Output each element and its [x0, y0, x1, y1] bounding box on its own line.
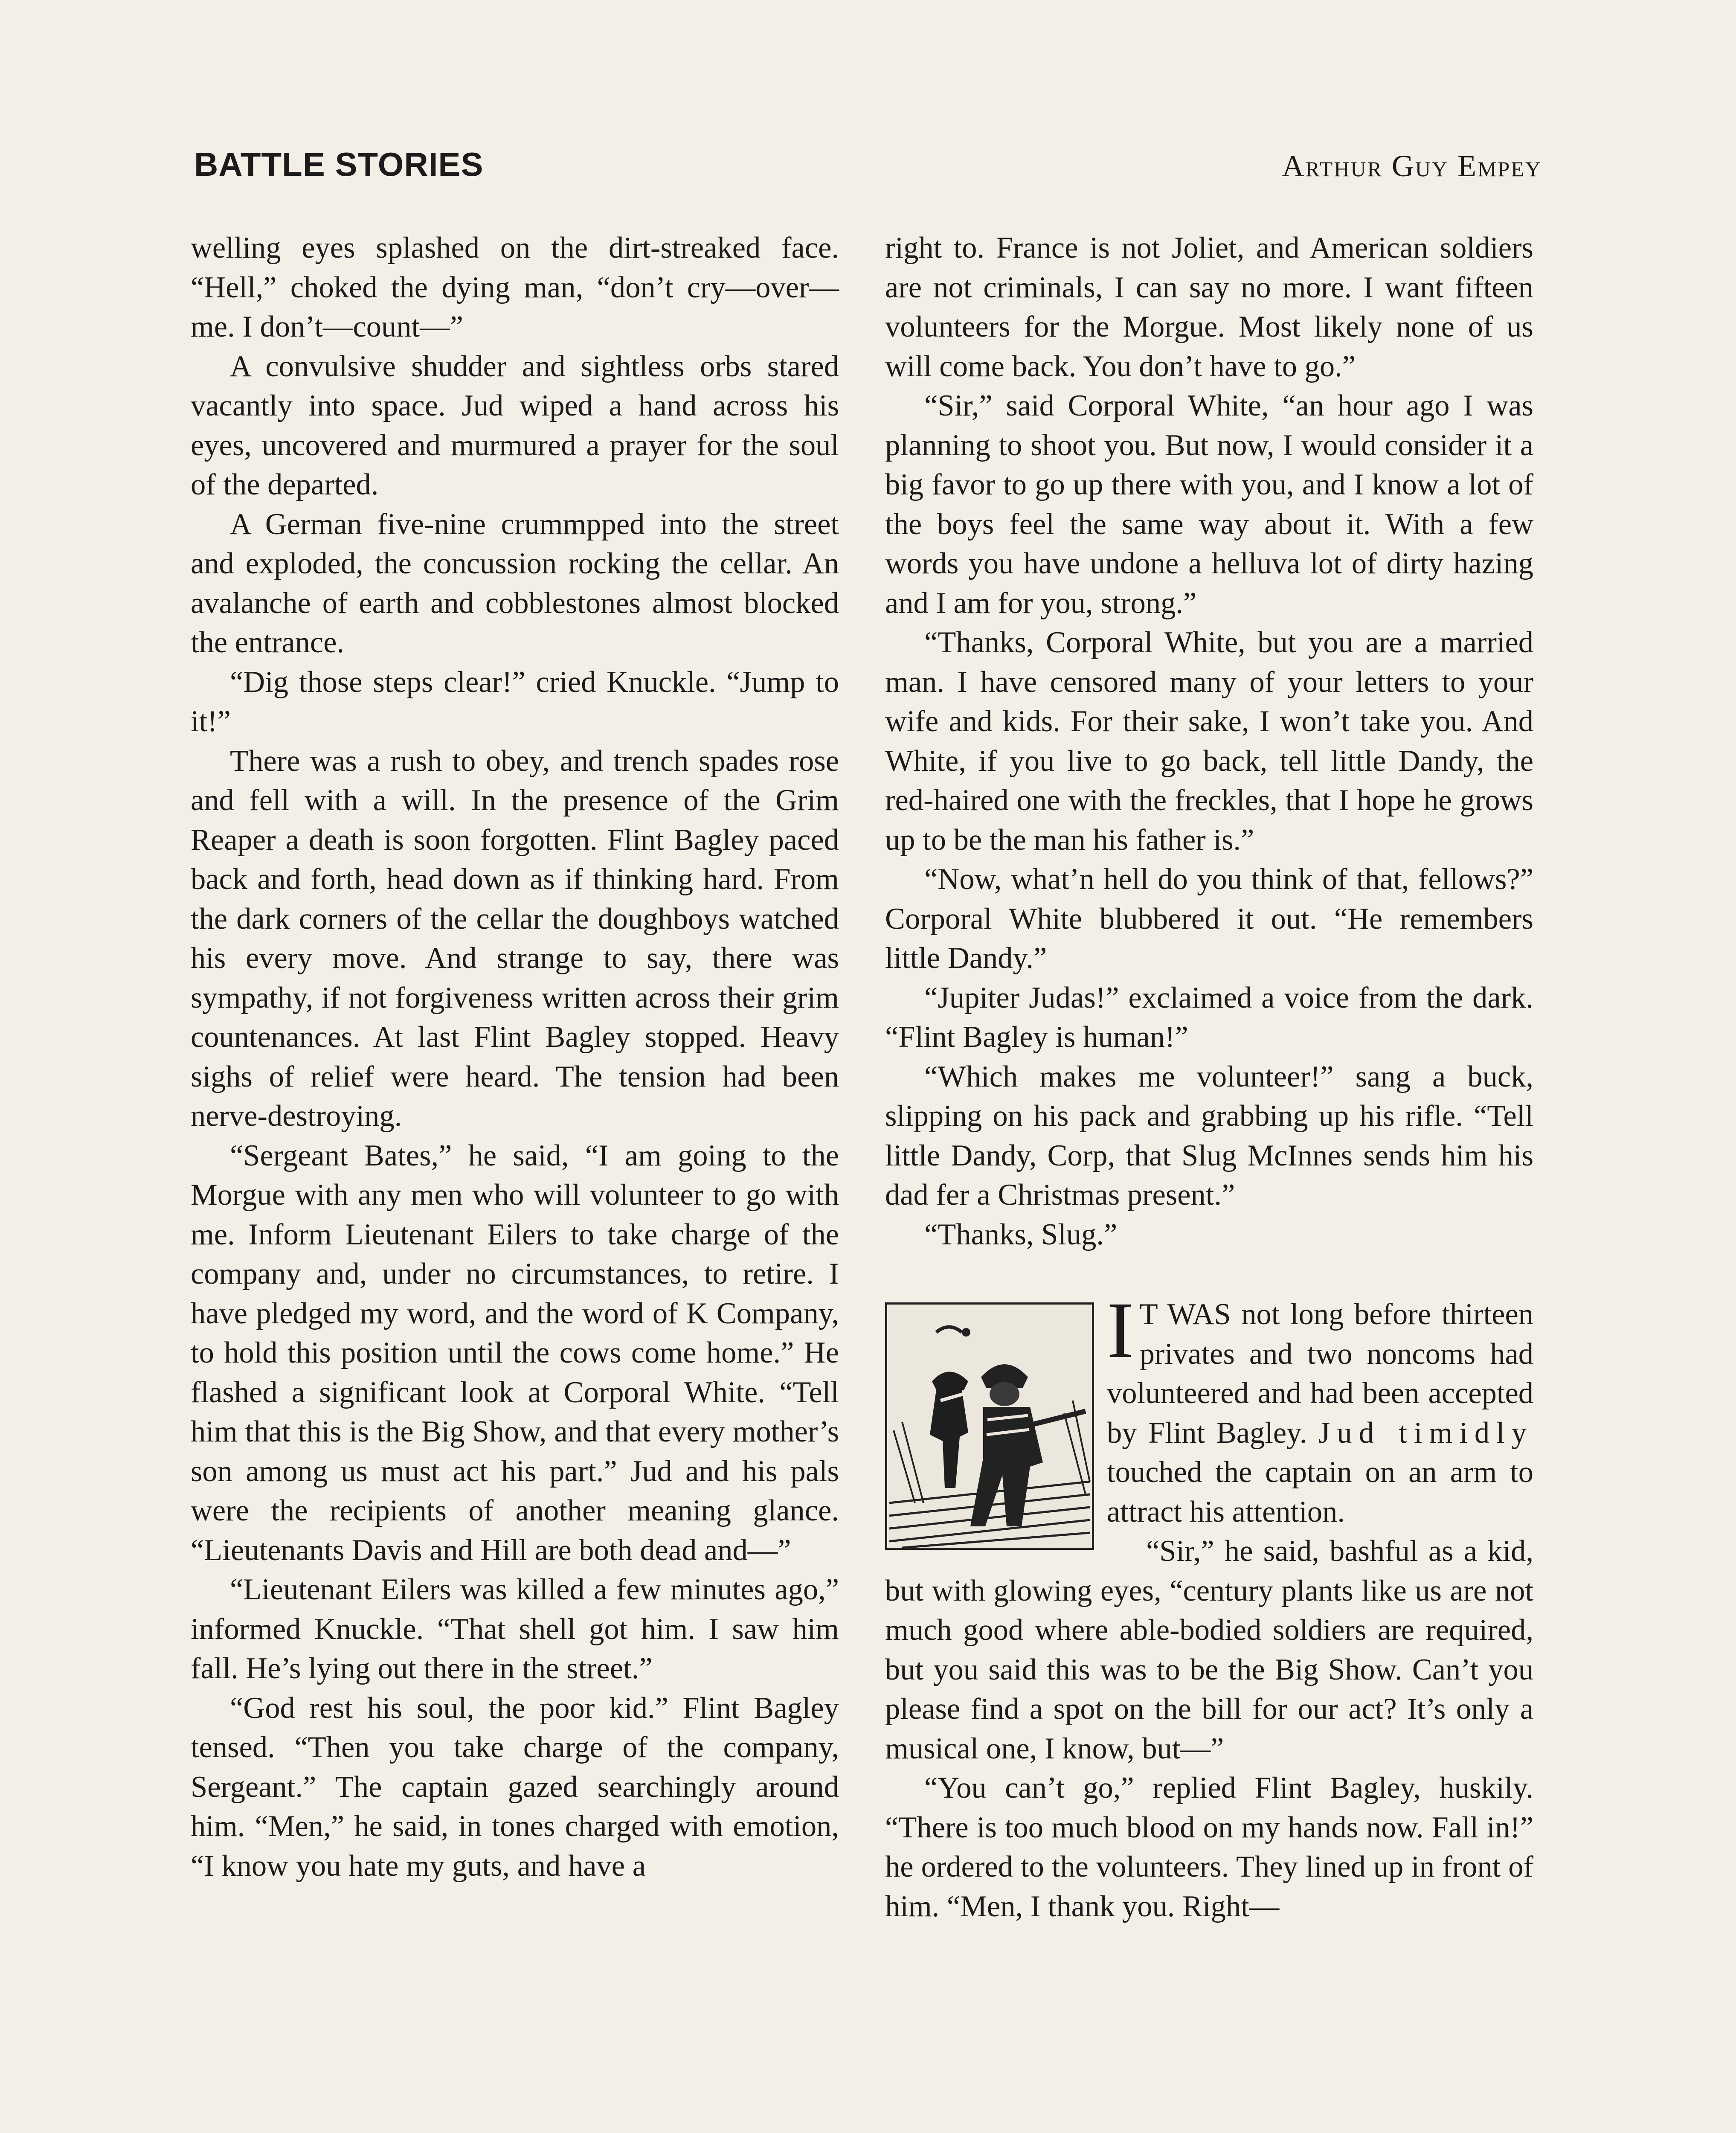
- paragraph: “Sir,” said Corporal White, “an hour ago I was planning to shoot you. But now, I would consider it a big favor to go up there with you, and I know a lot of the boys feel the same way about it. With a few words you have undone a helluva lot of dirty hazing and I am for you, strong.”: [885, 389, 1533, 620]
- soldiers-woodcut-icon: [885, 1302, 1094, 1550]
- right-column: [885, 228, 1533, 1926]
- paragraph: right to. France is not Joliet, and American soldiers are not criminals, I can say no more. I want fifteen volunteers for the Morgue. Most likely none of us will come back. You don’t have to go.”: [885, 231, 1533, 383]
- paragraph: “You can’t go,” replied Flint Bagley, huskily. “There is too much blood on my hands now. Fall in!” he ordered to the volunteers. They lined up in front of him. “Men, I thank you. Right—: [885, 1771, 1533, 1923]
- author-name: Arthur Guy Empey: [1282, 149, 1542, 183]
- paragraph: A German five-nine crummpped into the street and exploded, the concussion rocking the cellar. An avalanche of earth and cobblestones almost blocked the entrance.: [191, 507, 839, 659]
- running-title: BATTLE STORIES: [194, 145, 484, 183]
- paragraph: “Thanks, Slug.”: [924, 1218, 1118, 1251]
- paragraph: “Which makes me volunteer!” sang a buck, slipping on his pack and grabbing up his rifle. “Tell little Dandy, Corp, that Slug McInnes sends him his dad fer a Christmas present.”: [885, 1060, 1533, 1212]
- paragraph: “God rest his soul, the poor kid.” Flint Bagley tensed. “Then you take charge of the company, Sergeant.” The captain gazed searchingly around him. “Men,” he said, in tones charged with emotion, “I know you hate my guts, and have a: [191, 1691, 839, 1883]
- spaced-name: Jud timidly: [1318, 1416, 1534, 1450]
- paragraph: A convulsive shudder and sightless orbs stared vacantly into space. Jud wiped a hand across his eyes, uncovered and murmured a prayer for the soul of the departed.: [191, 349, 839, 501]
- paragraph: “Sir,” he said, bashful as a kid, but with glowing eyes, “century plants like us are not much good where able-bodied soldiers are required, but you said this was to be the Big Show. Can’t you please find a spot on the bill for our act? It’s only a musical one, I know, but—”: [885, 1534, 1533, 1765]
- paragraph: “Thanks, Corporal White, but you are a married man. I have censored many of your letters to your wife and kids. For their sake, I won’t take you. And White, if you live to go back, tell little Dandy, the red-haired one with the freckles, that I hope he grows up to be the man his father is.”: [885, 626, 1533, 857]
- paragraph: “Jupiter Judas!” exclaimed a voice from the dark. “Flint Bagley is human!”: [885, 981, 1533, 1054]
- paragraph: welling eyes splashed on the dirt-streaked face. “Hell,” choked the dying man, “don’t cry—over—me. I don’t—count—”: [191, 231, 839, 343]
- paragraph: “Dig those steps clear!” cried Knuckle. “Jump to it!”: [191, 665, 839, 738]
- section-opening-text: T WAS not long before thirteen privates and two noncoms had volunteered and had been accepted by Flint Bagley.: [1107, 1298, 1533, 1450]
- paragraph: “Sergeant Bates,” he said, “I am going to the Morgue with any men who will volunteer to go with me. Inform Lieutenant Eilers to take charge of the company and, under no circumstances, to retire. I have pledged my word, and the word of K Company, to hold this position until the cows come home.” He flashed a significant look at Corporal White. “Tell him that this is the Big Show, and that every mother’s son among us must act his part.” Jud and his pals were the recipients of another meaning glance. “Lieutenants Davis and Hill are both dead and—”: [191, 1139, 839, 1567]
- paragraph: “Now, what’n hell do you think of that, fellows?” Corporal White blubbered it out. “He remembers little Dandy.”: [885, 863, 1533, 975]
- paragraph: “Lieutenant Eilers was killed a few minutes ago,” informed Knuckle. “That shell got him. I saw him fall. He’s lying out there in the street.”: [191, 1573, 839, 1685]
- section-opening: [885, 1285, 1534, 1531]
- section-opening-rest: touched the captain on an arm to attract his attention.: [1107, 1456, 1533, 1529]
- soldiers-illustration: [885, 1302, 1094, 1550]
- left-column: [191, 228, 839, 1886]
- paragraph: There was a rush to obey, and trench spades rose and fell with a will. In the presence of the Grim Reaper a death is soon forgotten. Flint Bagley paced back and forth, head down as if thinking hard. From the dark corners of the cellar the doughboys watched his every move. And strange to say, there was sympathy, if not forgiveness written across their grim countenances. At last Flint Bagley stopped. Heavy sighs of relief were heard. The tension had been nerve-destroying.: [191, 744, 839, 1133]
- drop-cap: I: [1107, 1285, 1134, 1375]
